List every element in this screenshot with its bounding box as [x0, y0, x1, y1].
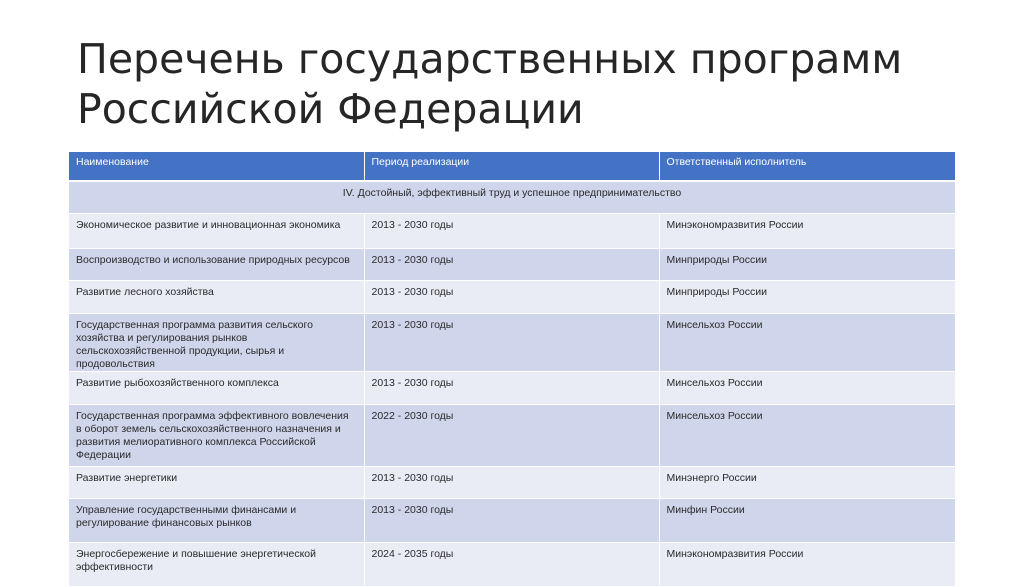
slide-title-line-1: Перечень государственных программ: [77, 35, 903, 83]
table-row: [69, 372, 955, 405]
program-period: 2013 - 2030 годы: [364, 249, 659, 281]
table-row: [69, 249, 955, 281]
programs-table: [69, 152, 955, 587]
program-period: 2013 - 2030 годы: [364, 499, 659, 543]
program-executor: Минэнерго России: [659, 467, 955, 499]
program-period: 2013 - 2030 годы: [364, 372, 659, 405]
table-header: [69, 152, 955, 181]
program-name: Развитие лесного хозяйства: [69, 281, 364, 314]
program-name: Развитие энергетики: [69, 467, 364, 499]
program-name: Экономическое развитие и инновационная экономика: [69, 214, 364, 249]
program-period: 2013 - 2030 годы: [364, 214, 659, 249]
program-executor: Минсельхоз России: [659, 314, 955, 372]
program-period: 2013 - 2030 годы: [364, 467, 659, 499]
table-row: [69, 499, 955, 543]
slide-title-line-2: Российской Федерации: [77, 85, 584, 133]
table-row: [69, 405, 955, 467]
program-name: Государственная программа эффективного вовлечения в оборот земель сельскохозяйственного назначения и развития мелиоративного комплекса Российской Федерации: [69, 405, 364, 467]
section-row: [69, 181, 955, 214]
program-executor: Минэкономразвития России: [659, 543, 955, 587]
program-executor: Минсельхоз России: [659, 372, 955, 405]
program-executor: Минприроды России: [659, 249, 955, 281]
program-name: Управление государственными финансами и регулирование финансовых рынков: [69, 499, 364, 543]
table-row: [69, 314, 955, 372]
slide-title: [77, 34, 957, 134]
program-executor: Минприроды России: [659, 281, 955, 314]
table-row: [69, 543, 955, 587]
column-header-executor: Ответственный исполнитель: [659, 152, 955, 181]
program-name: Государственная программа развития сельского хозяйства и регулирования рынков сельскохозяйственной продукции, сырья и продовольствия: [69, 314, 364, 372]
program-name: Энергосбережение и повышение энергетической эффективности: [69, 543, 364, 587]
column-header-period: Период реализации: [364, 152, 659, 181]
program-period: 2013 - 2030 годы: [364, 314, 659, 372]
header-row: [69, 152, 955, 181]
program-executor: Минфин России: [659, 499, 955, 543]
program-executor: Минсельхоз России: [659, 405, 955, 467]
program-name: Развитие рыбохозяйственного комплекса: [69, 372, 364, 405]
column-header-name: Наименование: [69, 152, 364, 181]
program-period: 2024 - 2035 годы: [364, 543, 659, 587]
table-row: [69, 281, 955, 314]
program-period: 2022 - 2030 годы: [364, 405, 659, 467]
table-row: [69, 214, 955, 249]
table-row: [69, 467, 955, 499]
program-period: 2013 - 2030 годы: [364, 281, 659, 314]
program-name: Воспроизводство и использование природных ресурсов: [69, 249, 364, 281]
table-body: [69, 181, 955, 587]
section-title: IV. Достойный, эффективный труд и успешное предпринимательство: [69, 181, 955, 214]
program-executor: Минэкономразвития России: [659, 214, 955, 249]
